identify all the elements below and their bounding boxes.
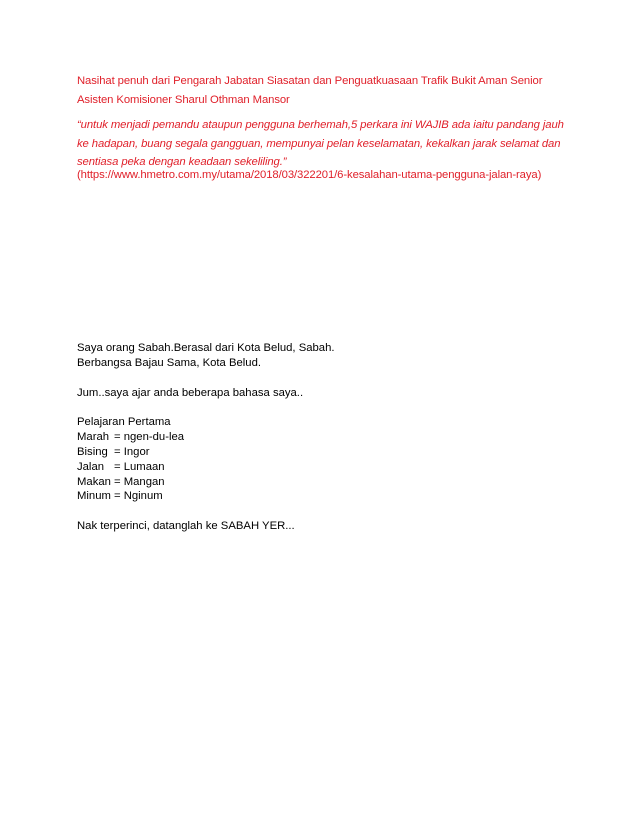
vocab-meaning: = Lumaan [114, 460, 165, 473]
vocab-word: Bising [77, 445, 108, 458]
intro-section [77, 341, 557, 534]
advice-title: Nasihat penuh dari Pengarah Jabatan Siasatan dan Penguatkuasaan Trafik Bukit Aman Senior Asisten Komisioner Sharul Othman Mansor [77, 75, 543, 106]
vocab-meaning: = Mangan [114, 475, 165, 488]
vocab-row [77, 460, 557, 475]
lesson-heading: Pelajaran Pertama [77, 416, 171, 429]
vocab-meaning: = Ingor [114, 445, 150, 458]
intro-line-origin: Saya orang Sabah.Berasal dari Kota Belud, Sabah. [77, 342, 335, 354]
vocab-row [77, 445, 557, 460]
intro-line-invite: Jum..saya ajar anda beberapa bahasa saya.. [77, 386, 304, 399]
vocab-meaning: = Nginum [114, 490, 163, 503]
vocab-row [77, 430, 557, 445]
vocab-meaning: = ngen-du-lea [114, 431, 185, 444]
intro-line-ethnicity: Berbangsa Bajau Sama, Kota Belud. [77, 356, 262, 369]
vocab-word: Minum [77, 490, 111, 503]
advice-quote: “untuk menjadi pemandu ataupun pengguna berhemah,5 perkara ini WAJIB ada iaitu pandang jauh ke hadapan, buang segala gangguan, mempunyai pelan keselamatan, kekalkan jarak selamat dan sentiasa peka dengan keadaan sekeliling.” [77, 119, 564, 168]
vocab-word: Makan [77, 475, 111, 488]
vocab-row [77, 489, 557, 504]
source-url: (https://www.hmetro.com.my/utama/2018/03/322201/6-kesalahan-utama-pengguna-jalan-raya) [77, 169, 542, 181]
closing-line: Nak terperinci, datanglah ke SABAH YER... [77, 520, 295, 533]
vocab-word: Jalan [77, 460, 105, 473]
vocab-row [77, 475, 557, 490]
vocab-word: Marah [77, 431, 110, 444]
